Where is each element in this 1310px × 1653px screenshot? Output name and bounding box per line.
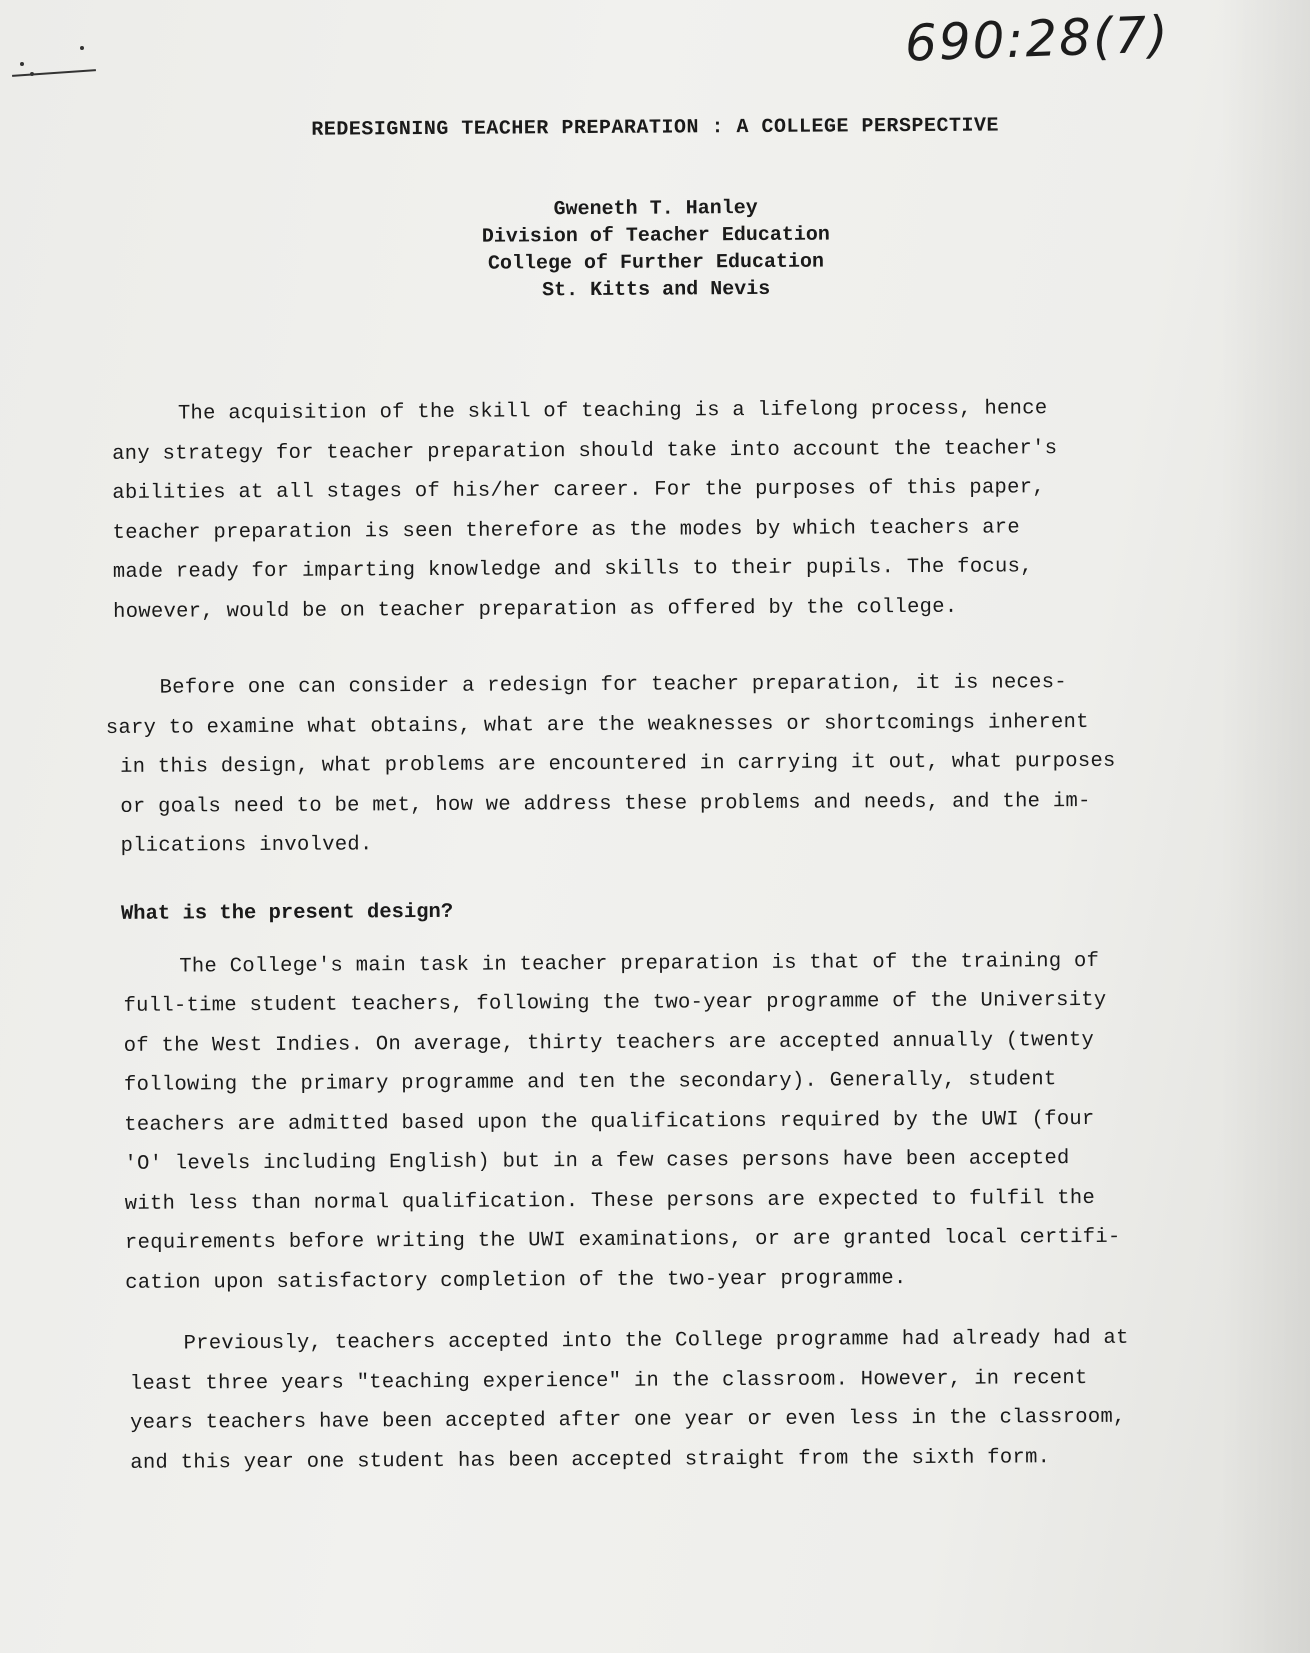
text-line: of the West Indies. On average, thirty teachers are accepted annually (twenty: [123, 1028, 1095, 1058]
text-line: The College's main task in teacher preparation is that of the training of: [179, 949, 1100, 979]
text-line: cation upon satisfactory completion of the two-year programme.: [125, 1266, 907, 1295]
handwritten-catalog-number: 690:28(7): [904, 5, 1171, 73]
paragraph-present-design: [123, 941, 1217, 1303]
section-heading: What is the present design?: [120, 900, 454, 926]
text-line: abilities at all stages of his/her career. For the purposes of this paper,: [112, 476, 1046, 505]
text-line: plications involved.: [120, 833, 373, 858]
text-line: following the primary programme and ten the secondary). Generally, student: [123, 1068, 1057, 1097]
text-line: made ready for imparting knowledge and skills to their pupils. The focus,: [112, 555, 1033, 584]
paragraph-redesign: [105, 662, 1214, 866]
text-line: The acquisition of the skill of teaching is a lifelong process, hence: [177, 397, 1048, 426]
text-line: however, would be on teacher preparation as offered by the college.: [113, 595, 958, 624]
paragraph-previously: [129, 1318, 1218, 1483]
text-line: teachers are admitted based upon the qualifications required by the UWI (four: [124, 1107, 1095, 1137]
author-location: St. Kitts and Nevis: [542, 277, 771, 303]
text-line: in this design, what problems are encountered in carrying it out, what purposes: [120, 749, 1116, 779]
text-line: teacher preparation is seen therefore as the modes by which teachers are: [112, 515, 1021, 545]
document-title: REDESIGNING TEACHER PREPARATION : A COLLEGE PERSPECTIVE: [311, 114, 1000, 142]
text-line: least three years "teaching experience" in the classroom. However, in recent: [129, 1366, 1088, 1396]
pen-mark: [12, 69, 96, 77]
text-line: and this year one student has been accepted straight from the sixth form.: [130, 1445, 1051, 1475]
text-line: any strategy for teacher preparation should take into account the teacher's: [112, 436, 1058, 466]
author-name: Gweneth T. Hanley: [553, 196, 758, 222]
text-line: years teachers have been accepted after one year or even less in the classroom,: [130, 1405, 1126, 1435]
text-line: requirements before writing the UWI examinations, or are granted local certifi-: [124, 1225, 1121, 1255]
pen-dot: [30, 72, 34, 76]
text-line: with less than normal qualification. These persons are expected to fulfil the: [124, 1186, 1096, 1216]
pen-dot: [80, 46, 84, 50]
text-line: or goals need to be met, how we address these problems and needs, and the im-: [120, 789, 1091, 819]
text-line: Previously, teachers accepted into the College programme had already had at: [183, 1326, 1129, 1356]
author-division: Division of Teacher Education: [481, 223, 830, 249]
document-body: [100, 93, 1218, 1483]
text-line: sary to examine what obtains, what are the weaknesses or shortcomings inherent: [105, 710, 1089, 740]
author-block: [101, 192, 1212, 307]
pen-dot: [20, 62, 24, 66]
author-college: College of Further Education: [487, 250, 825, 276]
paragraph-intro: [112, 388, 1213, 632]
text-line: Before one can consider a redesign for teacher preparation, it is neces-: [159, 671, 1067, 700]
text-line: 'O' levels including English) but in a few cases persons have been accepted: [124, 1147, 1070, 1176]
text-line: full-time student teachers, following the two-year programme of the University: [123, 988, 1107, 1018]
